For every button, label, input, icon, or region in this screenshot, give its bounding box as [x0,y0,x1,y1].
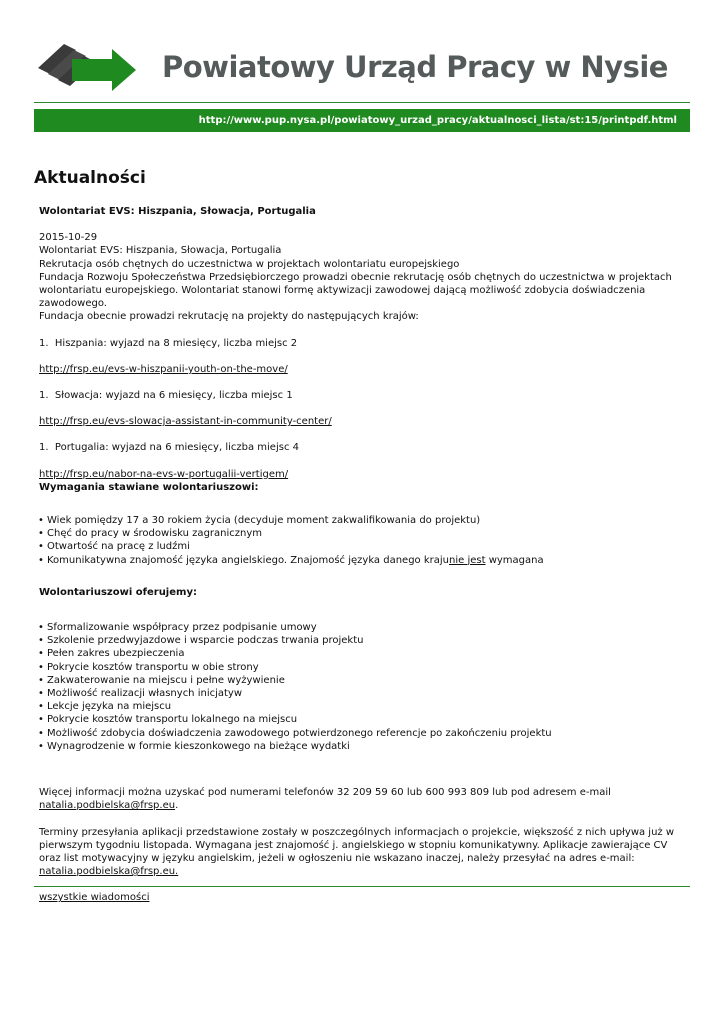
url-bar [34,109,690,132]
country-item: 1. Słowacja: wyjazd na 6 miesięcy, liczba miejsc 1 [39,390,293,402]
list-item: • Otwartość na pracę z ludźmi [39,540,691,553]
deadline-paragraph: Terminy przesyłania aplikacji przedstawione zostały w poszczególnych informacjach o projekcie, większość z nich upływa już w pierwszym tygodniu listopada. Wymagana jest znajomość j. angielskiego w stopniu komunikatywny. Aplikacje zawierające CV oraz list motywacyjny w języku angielskim, jeżeli w ogłoszeniu nie wskazano inaczej, należy przesyłać na adres e-mail: natalia.podbielska@frsp.eu. [39,826,675,878]
arrow-logo-icon [38,44,138,94]
offer-heading: Wolontariuszowi oferujemy: [39,586,197,598]
list-item: • Wiek pomiędzy 17 a 30 rokiem życia (decyduje moment zakwalifikowania do projektu) [39,514,691,527]
deadline-email-link[interactable]: natalia.podbielska@frsp.eu. [39,866,179,878]
country-item: 1. Portugalia: wyjazd na 6 miesięcy, liczba miejsc 4 [39,442,299,454]
requirements-list [39,514,691,567]
list-item: • Pokrycie kosztów transportu lokalnego na miejscu [39,713,691,726]
country-item: 1. Hiszpania: wyjazd na 8 miesięcy, liczba miejsc 2 [39,337,298,349]
footer-divider [34,886,690,887]
intro-line: Fundacja obecnie prowadzi rekrutację na projekty do następujących krajów: [39,311,419,323]
list-item: • Możliwość realizacji własnych inicjatyw [39,687,691,700]
country-link[interactable]: http://frsp.eu/evs-w-hiszpanii-youth-on-the-move/ [39,363,288,375]
page-heading: Aktualności [34,168,146,188]
list-item: • Komunikatywna znajomość języka angielskiego. Znajomość języka danego krajunie jest wymagana [39,554,691,567]
country-link[interactable]: http://frsp.eu/nabor-na-evs-w-portugalii-vertigem/ [39,468,289,480]
list-item: • Chęć do pracy w środowisku zagranicznym [39,527,691,540]
intro-line: Wolontariat EVS: Hiszpania, Słowacja, Portugalia [39,245,282,257]
list-item: • Sformalizowanie współpracy przez podpisanie umowy [39,621,691,634]
article-date: 2015-10-29 [39,232,98,244]
intro-paragraph: Fundacja Rozwoju Społeczeństwa Przedsiębiorczego prowadzi obecnie rekrutację osób chętnych do uczestnictwa w projektach wolontariatu europejskiego. Wolontariat stanowi formę aktywizacji zawodowej dającą możliwość zdobycia doświadczenia zawodowego. [39,271,672,310]
requirements-heading: Wymagania stawiane wolontariuszowi: [39,481,259,493]
list-item: • Zakwaterowanie na miejscu i pełne wyżywienie [39,674,691,687]
contact-paragraph: Więcej informacji można uzyskać pod numerami telefonów 32 209 59 60 lub 600 993 809 lub pod adresem e-mail natalia.podbielska@frsp.eu. [39,787,611,812]
list-item: • Pokrycie kosztów transportu w obie strony [39,661,691,674]
list-item: • Lekcje języka na miejscu [39,700,691,713]
list-item: • Szkolenie przedwyjazdowe i wsparcie podczas trwania projektu [39,634,691,647]
all-news-link[interactable]: wszystkie wiadomości [39,892,150,904]
article-title: Wolontariat EVS: Hiszpania, Słowacja, Portugalia [39,206,316,217]
site-title: Powiatowy Urząd Pracy w Nysie [162,50,668,84]
list-item: • Wynagrodzenie w formie kieszonkowego na bieżące wydatki [39,740,691,753]
page-url: http://www.pup.nysa.pl/powiatowy_urzad_pracy/aktualnosci_lista/st:15/printpdf.html [198,115,677,126]
offer-list [39,621,691,753]
header-divider [34,102,690,103]
article [39,205,691,905]
list-item: • Możliwość zdobycia doświadczenia zawodowego potwierdzonego referencje po zakończeniu projektu [39,727,691,740]
contact-email-link[interactable]: natalia.podbielska@frsp.eu [39,800,176,812]
country-link[interactable]: http://frsp.eu/evs-slowacja-assistant-in-community-center/ [39,416,332,428]
list-item: • Pełen zakres ubezpieczenia [39,647,691,660]
intro-line: Rekrutacja osób chętnych do uczestnictwa w projektach wolontariatu europejskiego [39,258,460,270]
